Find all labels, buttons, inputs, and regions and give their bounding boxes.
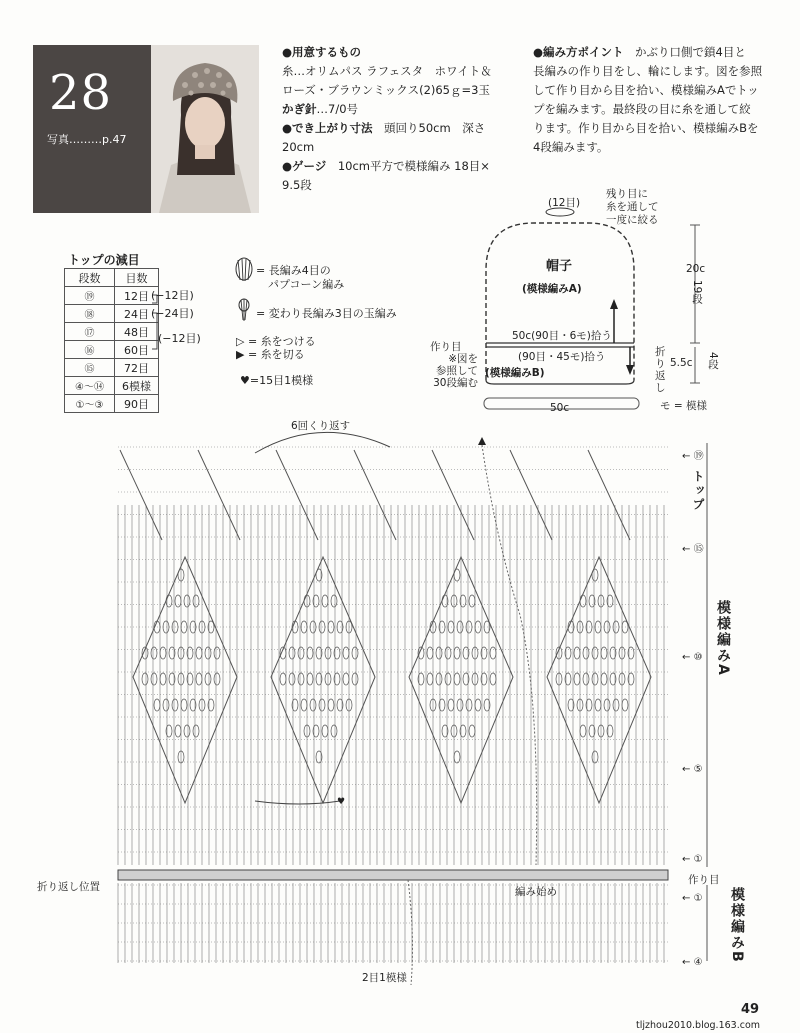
start-label: 編み始め <box>515 886 557 898</box>
hat-subtitle: (模様編みA) <box>522 283 582 295</box>
decrease-table-title: トップの減目 <box>68 253 140 267</box>
table-cell: ①〜③ <box>65 395 115 413</box>
gauge-value-2: 9.5段 <box>282 178 312 192</box>
points-line-2: 長編みの作り目をし、輪にします。図を参照 <box>533 64 763 78</box>
hook-label: かぎ針 <box>282 102 317 116</box>
hat-height-b: 5.5c <box>670 357 693 369</box>
table-cell: ⑲ <box>65 287 115 305</box>
b-row-4-marker: ← ④ <box>682 957 703 968</box>
legend-join-row: ▷ = 糸をつける <box>236 335 316 348</box>
points-title: ●編み方ポイント <box>533 45 624 59</box>
size-value: 頭回り50cm 深さ <box>384 121 486 135</box>
table-row <box>65 377 159 395</box>
hat-top-stitches: (12目) <box>548 197 581 209</box>
ref-note-2: 参照して <box>436 365 478 377</box>
legend-cut: = 糸を切る <box>247 348 305 361</box>
cast-on-row-label: 作り目 <box>688 874 720 886</box>
row-label: ④ <box>693 957 703 968</box>
fold-char: り <box>655 358 666 370</box>
heart-mark: ♥ <box>337 797 346 807</box>
hook-value: …7/0号 <box>316 102 359 116</box>
bracket-label: (−24目) <box>151 307 194 320</box>
bobble-stitch-icon <box>236 296 252 324</box>
table-cell: 48目 <box>115 323 159 341</box>
table-row <box>65 341 159 359</box>
ref-note <box>418 353 478 389</box>
table-cell: 6模様 <box>115 377 159 395</box>
row-label: ⑲ <box>693 451 704 462</box>
points-line-1: かぶり口側で鎖4目と <box>635 45 746 59</box>
hat-width: 50c <box>550 402 570 414</box>
repeat-label: 6回くり返す <box>291 420 351 432</box>
fold-label <box>655 346 666 394</box>
bottom-repeat-label: 2目1模様 <box>362 972 407 984</box>
row-1-marker: ← ① <box>682 854 703 865</box>
row-19-marker: ← ⑲ <box>682 451 704 462</box>
gather-note-1: 残り目に <box>606 188 648 200</box>
yarn-line-1: 糸…オリムパス ラフェスタ ホワイト＆ <box>282 64 492 78</box>
ref-note-1: ※図を <box>448 353 478 365</box>
table-cell: 24目 <box>115 305 159 323</box>
chart-row-guides <box>118 447 668 961</box>
legend-cut-row: ▶ = 糸を切る <box>236 348 305 361</box>
cast-on-label: 作り目 <box>430 341 462 353</box>
pattern-a-label: 模様編みA <box>715 600 731 677</box>
popcorn-stitch-icon <box>233 255 255 285</box>
table-header: 目数 <box>115 269 159 287</box>
band-label: (模様編みB) <box>485 367 545 379</box>
table-cell: 12目 <box>115 287 159 305</box>
gauge-label: ●ゲージ <box>282 159 327 173</box>
table-cell: 72目 <box>115 359 159 377</box>
row-15-marker: ← ⑮ <box>682 544 704 555</box>
table-row <box>65 287 159 305</box>
hat-height-a-rows: 19段 <box>691 280 703 304</box>
gauge-value: 10cm平方で模様編み 18目× <box>337 159 490 173</box>
ref-note-3: 30段編む <box>433 377 478 389</box>
table-header-row <box>65 269 159 287</box>
legend-join: = 糸をつける <box>247 335 316 348</box>
row-label: ⑤ <box>693 764 703 775</box>
pattern-b-label: 模様編みB <box>729 887 745 964</box>
row-5-marker: ← ⑤ <box>682 764 703 775</box>
table-cell: ⑱ <box>65 305 115 323</box>
legend-popcorn: = 長編み4目の <box>256 264 331 277</box>
pick-line: (90目・45モ)拾う <box>518 351 606 363</box>
row-label: ⑮ <box>693 544 704 555</box>
row-10-marker: ← ⑩ <box>682 652 703 663</box>
table-row <box>65 305 159 323</box>
fold-position-label: 折り返し位置 <box>37 881 100 893</box>
bracket-label: (−12目) <box>158 332 201 345</box>
page-number: 49 <box>741 1002 760 1017</box>
points-line-5: ります。作り目から目を拾い、模様編みBを <box>533 121 759 135</box>
table-row <box>65 359 159 377</box>
top-label: トップ <box>691 470 705 512</box>
source-watermark: tljzhou2010.blog.163.com <box>636 1020 761 1031</box>
gather-note <box>606 188 659 227</box>
gather-note-3: 一度に絞る <box>606 214 659 226</box>
fold-char: し <box>655 382 666 394</box>
table-cell: ④〜⑭ <box>65 377 115 395</box>
table-cell: ⑰ <box>65 323 115 341</box>
hat-title: 帽子 <box>546 259 573 274</box>
fold-char: 返 <box>655 370 666 382</box>
table-row <box>65 395 159 413</box>
model-photo <box>151 45 259 213</box>
size-label: ●でき上がり寸法 <box>282 121 373 135</box>
b-row-1-marker: ← ① <box>682 893 703 904</box>
legend-repeat: ♥=15目1模様 <box>240 374 314 387</box>
table-row <box>65 323 159 341</box>
decrease-table <box>64 268 159 413</box>
pattern-number-box <box>33 45 151 213</box>
pattern-number: 28 <box>49 65 113 121</box>
points-line-3: して作り目から目を拾い、模様編みAでトッ <box>533 83 759 97</box>
points-line-6: 4段編みます。 <box>533 140 609 154</box>
photo-reference: 写真………p.47 <box>47 133 127 146</box>
materials-block <box>282 43 492 195</box>
chart-stitch-columns <box>118 450 664 963</box>
hat-height-a: 20c <box>686 263 706 275</box>
points-block <box>533 43 762 157</box>
row-label: ① <box>693 893 703 904</box>
table-cell: 90目 <box>115 395 159 413</box>
materials-title: ●用意するもの <box>282 45 362 59</box>
legend-popcorn-2: パプコーン編み <box>268 278 345 291</box>
gather-note-2: 糸を通して <box>606 201 659 213</box>
table-cell: 60目 <box>115 341 159 359</box>
table-cell: ⑯ <box>65 341 115 359</box>
cast-on-line: 50c(90目・6モ)拾う <box>512 330 612 342</box>
table-cell: ⑮ <box>65 359 115 377</box>
row-label: ⑩ <box>693 652 703 663</box>
table-header: 段数 <box>65 269 115 287</box>
fold-char: 折 <box>655 346 666 358</box>
yarn-line-2: ローズ・ブラウンミックス(2)65ｇ=3玉 <box>282 83 490 97</box>
mo-note: モ = 模様 <box>660 400 707 412</box>
hat-height-b-rows: 4段 <box>707 352 719 370</box>
points-line-4: プを編みます。最終段の目に糸を通して絞 <box>533 102 751 116</box>
bracket-label: (−12目) <box>151 289 194 302</box>
legend-bobble: = 変わり長編み3目の玉編み <box>256 307 397 320</box>
size-value-2: 20cm <box>282 140 315 154</box>
row-label: ① <box>693 854 703 865</box>
